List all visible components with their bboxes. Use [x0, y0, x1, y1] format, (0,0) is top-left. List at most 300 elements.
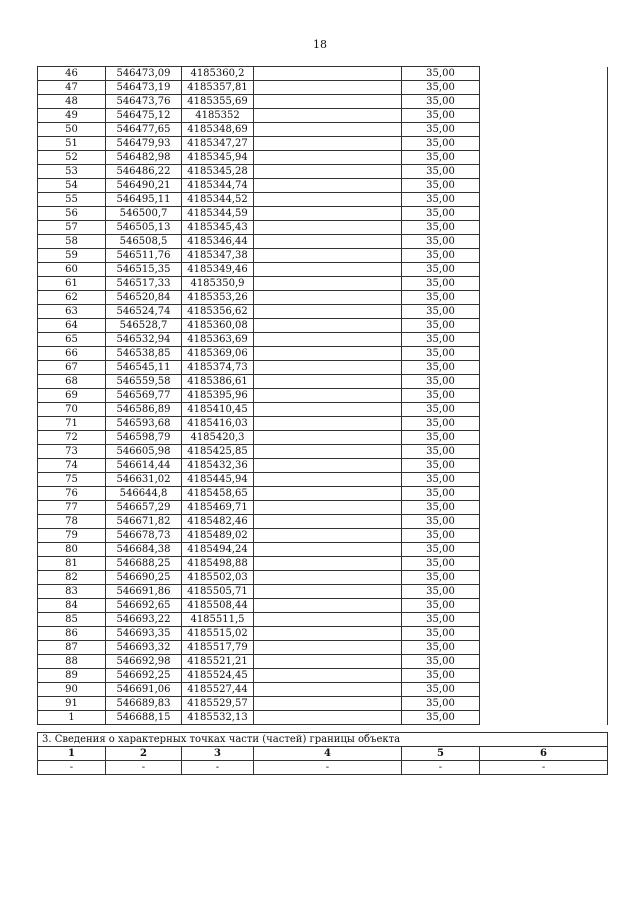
x-coordinate-cell: 546631,02	[106, 473, 182, 487]
y-coordinate-cell: 4185345,28	[182, 165, 254, 179]
blank-cell	[480, 67, 608, 81]
table-row	[38, 333, 608, 347]
blank-cell	[480, 151, 608, 165]
x-coordinate-cell: 546532,94	[106, 333, 182, 347]
x-coordinate-cell: 546688,15	[106, 711, 182, 725]
empty-cell	[254, 165, 402, 179]
point-number-cell: 71	[38, 417, 106, 431]
empty-cell	[254, 599, 402, 613]
empty-cell	[254, 291, 402, 305]
y-coordinate-cell: 4185410,45	[182, 403, 254, 417]
y-coordinate-cell: 4185494,24	[182, 543, 254, 557]
point-number-cell: 80	[38, 543, 106, 557]
blank-cell	[480, 669, 608, 683]
x-coordinate-cell: 546689,83	[106, 697, 182, 711]
table-row	[38, 627, 608, 641]
point-number-cell: 75	[38, 473, 106, 487]
x-coordinate-cell: 546528,7	[106, 319, 182, 333]
point-number-cell: 85	[38, 613, 106, 627]
empty-cell	[254, 179, 402, 193]
table-row	[38, 221, 608, 235]
x-coordinate-cell: 546479,93	[106, 137, 182, 151]
blank-cell	[480, 263, 608, 277]
blank-cell	[480, 109, 608, 123]
value-cell: 35,00	[402, 403, 480, 417]
value-cell: 35,00	[402, 305, 480, 319]
x-coordinate-cell: 546692,65	[106, 599, 182, 613]
value-cell: 35,00	[402, 207, 480, 221]
table-row	[38, 417, 608, 431]
point-number-cell: 60	[38, 263, 106, 277]
value-cell: 35,00	[402, 473, 480, 487]
point-number-cell: 76	[38, 487, 106, 501]
y-coordinate-cell: 4185356,62	[182, 305, 254, 319]
blank-cell	[480, 585, 608, 599]
empty-cell	[254, 319, 402, 333]
point-number-cell: 52	[38, 151, 106, 165]
point-number-cell: 84	[38, 599, 106, 613]
y-coordinate-cell: 4185346,44	[182, 235, 254, 249]
blank-cell	[480, 291, 608, 305]
point-number-cell: 1	[38, 711, 106, 725]
section-3-value-cell: -	[106, 761, 182, 775]
y-coordinate-cell: 4185386,61	[182, 375, 254, 389]
y-coordinate-cell: 4185532,13	[182, 711, 254, 725]
blank-cell	[480, 697, 608, 711]
blank-cell	[480, 487, 608, 501]
table-row	[38, 263, 608, 277]
empty-cell	[254, 137, 402, 151]
table-row	[38, 291, 608, 305]
value-cell: 35,00	[402, 81, 480, 95]
section-3-value-cell: -	[38, 761, 106, 775]
point-number-cell: 54	[38, 179, 106, 193]
point-number-cell: 91	[38, 697, 106, 711]
blank-cell	[480, 165, 608, 179]
table-row	[38, 585, 608, 599]
x-coordinate-cell: 546524,74	[106, 305, 182, 319]
blank-cell	[480, 235, 608, 249]
point-number-cell: 48	[38, 95, 106, 109]
y-coordinate-cell: 4185469,71	[182, 501, 254, 515]
empty-cell	[254, 557, 402, 571]
blank-cell	[480, 137, 608, 151]
y-coordinate-cell: 4185445,94	[182, 473, 254, 487]
x-coordinate-cell: 546495,11	[106, 193, 182, 207]
empty-cell	[254, 417, 402, 431]
value-cell: 35,00	[402, 445, 480, 459]
point-number-cell: 53	[38, 165, 106, 179]
value-cell: 35,00	[402, 655, 480, 669]
blank-cell	[480, 221, 608, 235]
value-cell: 35,00	[402, 711, 480, 725]
table-row	[38, 683, 608, 697]
point-number-cell: 72	[38, 431, 106, 445]
y-coordinate-cell: 4185508,44	[182, 599, 254, 613]
value-cell: 35,00	[402, 67, 480, 81]
table-row	[38, 137, 608, 151]
value-cell: 35,00	[402, 95, 480, 109]
value-cell: 35,00	[402, 221, 480, 235]
point-number-cell: 50	[38, 123, 106, 137]
x-coordinate-cell: 546644,8	[106, 487, 182, 501]
empty-cell	[254, 459, 402, 473]
blank-cell	[480, 655, 608, 669]
value-cell: 35,00	[402, 599, 480, 613]
point-number-cell: 51	[38, 137, 106, 151]
point-number-cell: 65	[38, 333, 106, 347]
empty-cell	[254, 683, 402, 697]
value-cell: 35,00	[402, 669, 480, 683]
empty-cell	[254, 585, 402, 599]
point-number-cell: 64	[38, 319, 106, 333]
x-coordinate-cell: 546671,82	[106, 515, 182, 529]
blank-cell	[480, 319, 608, 333]
x-coordinate-cell: 546692,98	[106, 655, 182, 669]
y-coordinate-cell: 4185515,02	[182, 627, 254, 641]
y-coordinate-cell: 4185348,69	[182, 123, 254, 137]
blank-cell	[480, 683, 608, 697]
value-cell: 35,00	[402, 347, 480, 361]
x-coordinate-cell: 546593,68	[106, 417, 182, 431]
blank-cell	[480, 333, 608, 347]
value-cell: 35,00	[402, 431, 480, 445]
y-coordinate-cell: 4185349,46	[182, 263, 254, 277]
point-number-cell: 62	[38, 291, 106, 305]
value-cell: 35,00	[402, 697, 480, 711]
blank-cell	[480, 529, 608, 543]
empty-cell	[254, 207, 402, 221]
blank-cell	[480, 557, 608, 571]
blank-cell	[480, 431, 608, 445]
table-row	[38, 249, 608, 263]
value-cell: 35,00	[402, 137, 480, 151]
blank-cell	[480, 515, 608, 529]
empty-cell	[254, 109, 402, 123]
section-3-header-cell: 6	[480, 747, 608, 761]
x-coordinate-cell: 546505,13	[106, 221, 182, 235]
blank-cell	[480, 571, 608, 585]
y-coordinate-cell: 4185521,21	[182, 655, 254, 669]
table-row	[38, 599, 608, 613]
blank-cell	[480, 81, 608, 95]
blank-cell	[480, 389, 608, 403]
point-number-cell: 79	[38, 529, 106, 543]
x-coordinate-cell: 546678,73	[106, 529, 182, 543]
point-number-cell: 83	[38, 585, 106, 599]
point-number-cell: 86	[38, 627, 106, 641]
empty-cell	[254, 711, 402, 725]
blank-cell	[480, 305, 608, 319]
point-number-cell: 55	[38, 193, 106, 207]
value-cell: 35,00	[402, 627, 480, 641]
value-cell: 35,00	[402, 333, 480, 347]
x-coordinate-cell: 546693,22	[106, 613, 182, 627]
x-coordinate-cell: 546500,7	[106, 207, 182, 221]
value-cell: 35,00	[402, 123, 480, 137]
point-number-cell: 73	[38, 445, 106, 459]
point-number-cell: 81	[38, 557, 106, 571]
y-coordinate-cell: 4185345,43	[182, 221, 254, 235]
table-row	[38, 543, 608, 557]
y-coordinate-cell: 4185482,46	[182, 515, 254, 529]
x-coordinate-cell: 546692,25	[106, 669, 182, 683]
empty-cell	[254, 277, 402, 291]
y-coordinate-cell: 4185355,69	[182, 95, 254, 109]
x-coordinate-cell: 546515,35	[106, 263, 182, 277]
empty-cell	[254, 627, 402, 641]
empty-cell	[254, 375, 402, 389]
value-cell: 35,00	[402, 249, 480, 263]
table-row	[38, 515, 608, 529]
empty-cell	[254, 67, 402, 81]
x-coordinate-cell: 546520,84	[106, 291, 182, 305]
point-number-cell: 82	[38, 571, 106, 585]
y-coordinate-cell: 4185425,85	[182, 445, 254, 459]
empty-cell	[254, 501, 402, 515]
empty-cell	[254, 669, 402, 683]
point-number-cell: 63	[38, 305, 106, 319]
x-coordinate-cell: 546559,58	[106, 375, 182, 389]
section-3-header-row	[38, 747, 608, 761]
y-coordinate-cell: 4185432,36	[182, 459, 254, 473]
y-coordinate-cell: 4185416,03	[182, 417, 254, 431]
point-number-cell: 88	[38, 655, 106, 669]
section-3-value-cell: -	[480, 761, 608, 775]
table-row	[38, 347, 608, 361]
value-cell: 35,00	[402, 487, 480, 501]
empty-cell	[254, 543, 402, 557]
point-number-cell: 89	[38, 669, 106, 683]
blank-cell	[480, 277, 608, 291]
x-coordinate-cell: 546586,89	[106, 403, 182, 417]
value-cell: 35,00	[402, 109, 480, 123]
table-row	[38, 557, 608, 571]
x-coordinate-cell: 546688,25	[106, 557, 182, 571]
blank-cell	[480, 193, 608, 207]
y-coordinate-cell: 4185360,08	[182, 319, 254, 333]
y-coordinate-cell: 4185517,79	[182, 641, 254, 655]
empty-cell	[254, 305, 402, 319]
value-cell: 35,00	[402, 263, 480, 277]
page-number: 18	[313, 38, 327, 51]
y-coordinate-cell: 4185347,38	[182, 249, 254, 263]
x-coordinate-cell: 546473,76	[106, 95, 182, 109]
blank-cell	[480, 711, 608, 725]
point-number-cell: 69	[38, 389, 106, 403]
table-row	[38, 655, 608, 669]
value-cell: 35,00	[402, 683, 480, 697]
section-3-title: 3. Сведения о характерных точках части (частей) границы объекта	[38, 733, 608, 747]
value-cell: 35,00	[402, 235, 480, 249]
table-row	[38, 81, 608, 95]
section-3-value-cell: -	[254, 761, 402, 775]
value-cell: 35,00	[402, 165, 480, 179]
section-3-header-cell: 2	[106, 747, 182, 761]
y-coordinate-cell: 4185527,44	[182, 683, 254, 697]
table-row	[38, 361, 608, 375]
section-3-header-cell: 4	[254, 747, 402, 761]
blank-cell	[480, 445, 608, 459]
table-row	[38, 277, 608, 291]
point-number-cell: 87	[38, 641, 106, 655]
y-coordinate-cell: 4185489,02	[182, 529, 254, 543]
y-coordinate-cell: 4185353,26	[182, 291, 254, 305]
x-coordinate-cell: 546691,86	[106, 585, 182, 599]
table-row	[38, 193, 608, 207]
table-row	[38, 389, 608, 403]
y-coordinate-cell: 4185347,27	[182, 137, 254, 151]
empty-cell	[254, 613, 402, 627]
point-number-cell: 58	[38, 235, 106, 249]
table-row	[38, 235, 608, 249]
value-cell: 35,00	[402, 361, 480, 375]
section-3-header-cell: 1	[38, 747, 106, 761]
blank-cell	[480, 347, 608, 361]
value-cell: 35,00	[402, 319, 480, 333]
point-number-cell: 61	[38, 277, 106, 291]
y-coordinate-cell: 4185369,06	[182, 347, 254, 361]
value-cell: 35,00	[402, 277, 480, 291]
blank-cell	[480, 249, 608, 263]
empty-cell	[254, 389, 402, 403]
point-number-cell: 78	[38, 515, 106, 529]
table-row	[38, 165, 608, 179]
x-coordinate-cell: 546691,06	[106, 683, 182, 697]
y-coordinate-cell: 4185498,88	[182, 557, 254, 571]
point-number-cell: 57	[38, 221, 106, 235]
blank-cell	[480, 123, 608, 137]
table-row	[38, 571, 608, 585]
table-row	[38, 697, 608, 711]
table-row	[38, 319, 608, 333]
point-number-cell: 47	[38, 81, 106, 95]
value-cell: 35,00	[402, 459, 480, 473]
x-coordinate-cell: 546517,33	[106, 277, 182, 291]
blank-cell	[480, 501, 608, 515]
empty-cell	[254, 249, 402, 263]
blank-cell	[480, 543, 608, 557]
table-row	[38, 711, 608, 725]
empty-cell	[254, 123, 402, 137]
value-cell: 35,00	[402, 417, 480, 431]
x-coordinate-cell: 546693,35	[106, 627, 182, 641]
x-coordinate-cell: 546508,5	[106, 235, 182, 249]
empty-cell	[254, 403, 402, 417]
y-coordinate-cell: 4185420,3	[182, 431, 254, 445]
x-coordinate-cell: 546598,79	[106, 431, 182, 445]
x-coordinate-cell: 546538,85	[106, 347, 182, 361]
table-row	[38, 375, 608, 389]
table-row	[38, 179, 608, 193]
table-row	[38, 151, 608, 165]
value-cell: 35,00	[402, 641, 480, 655]
blank-cell	[480, 641, 608, 655]
x-coordinate-cell: 546477,65	[106, 123, 182, 137]
blank-cell	[480, 599, 608, 613]
table-row	[38, 641, 608, 655]
empty-cell	[254, 193, 402, 207]
empty-cell	[254, 95, 402, 109]
empty-cell	[254, 641, 402, 655]
value-cell: 35,00	[402, 291, 480, 305]
table-row	[38, 445, 608, 459]
point-number-cell: 56	[38, 207, 106, 221]
table-row	[38, 669, 608, 683]
table-row	[38, 459, 608, 473]
y-coordinate-cell: 4185350,9	[182, 277, 254, 291]
y-coordinate-cell: 4185344,59	[182, 207, 254, 221]
table-row	[38, 501, 608, 515]
blank-cell	[480, 95, 608, 109]
table-row	[38, 529, 608, 543]
value-cell: 35,00	[402, 613, 480, 627]
x-coordinate-cell: 546482,98	[106, 151, 182, 165]
y-coordinate-cell: 4185511,5	[182, 613, 254, 627]
value-cell: 35,00	[402, 193, 480, 207]
table-row	[38, 95, 608, 109]
point-number-cell: 59	[38, 249, 106, 263]
y-coordinate-cell: 4185458,65	[182, 487, 254, 501]
value-cell: 35,00	[402, 375, 480, 389]
section-3-table	[37, 732, 608, 775]
y-coordinate-cell: 4185357,81	[182, 81, 254, 95]
empty-cell	[254, 655, 402, 669]
point-number-cell: 66	[38, 347, 106, 361]
table-row	[38, 207, 608, 221]
y-coordinate-cell: 4185505,71	[182, 585, 254, 599]
table-row	[38, 67, 608, 81]
blank-cell	[480, 403, 608, 417]
value-cell: 35,00	[402, 529, 480, 543]
blank-cell	[480, 613, 608, 627]
blank-cell	[480, 473, 608, 487]
blank-cell	[480, 417, 608, 431]
section-3-value-row	[38, 761, 608, 775]
value-cell: 35,00	[402, 585, 480, 599]
x-coordinate-cell: 546684,38	[106, 543, 182, 557]
empty-cell	[254, 333, 402, 347]
table-row	[38, 487, 608, 501]
y-coordinate-cell: 4185344,52	[182, 193, 254, 207]
value-cell: 35,00	[402, 179, 480, 193]
point-number-cell: 90	[38, 683, 106, 697]
x-coordinate-cell: 546486,22	[106, 165, 182, 179]
point-number-cell: 67	[38, 361, 106, 375]
x-coordinate-cell: 546605,98	[106, 445, 182, 459]
y-coordinate-cell: 4185352	[182, 109, 254, 123]
x-coordinate-cell: 546690,25	[106, 571, 182, 585]
x-coordinate-cell: 546569,77	[106, 389, 182, 403]
x-coordinate-cell: 546511,76	[106, 249, 182, 263]
coordinates-table	[37, 66, 608, 725]
point-number-cell: 46	[38, 67, 106, 81]
blank-cell	[480, 627, 608, 641]
empty-cell	[254, 529, 402, 543]
x-coordinate-cell: 546614,44	[106, 459, 182, 473]
empty-cell	[254, 263, 402, 277]
section-3-header-cell: 5	[402, 747, 480, 761]
empty-cell	[254, 515, 402, 529]
section-3-value-cell: -	[182, 761, 254, 775]
y-coordinate-cell: 4185395,96	[182, 389, 254, 403]
empty-cell	[254, 571, 402, 585]
point-number-cell: 70	[38, 403, 106, 417]
y-coordinate-cell: 4185363,69	[182, 333, 254, 347]
y-coordinate-cell: 4185374,73	[182, 361, 254, 375]
empty-cell	[254, 221, 402, 235]
empty-cell	[254, 235, 402, 249]
